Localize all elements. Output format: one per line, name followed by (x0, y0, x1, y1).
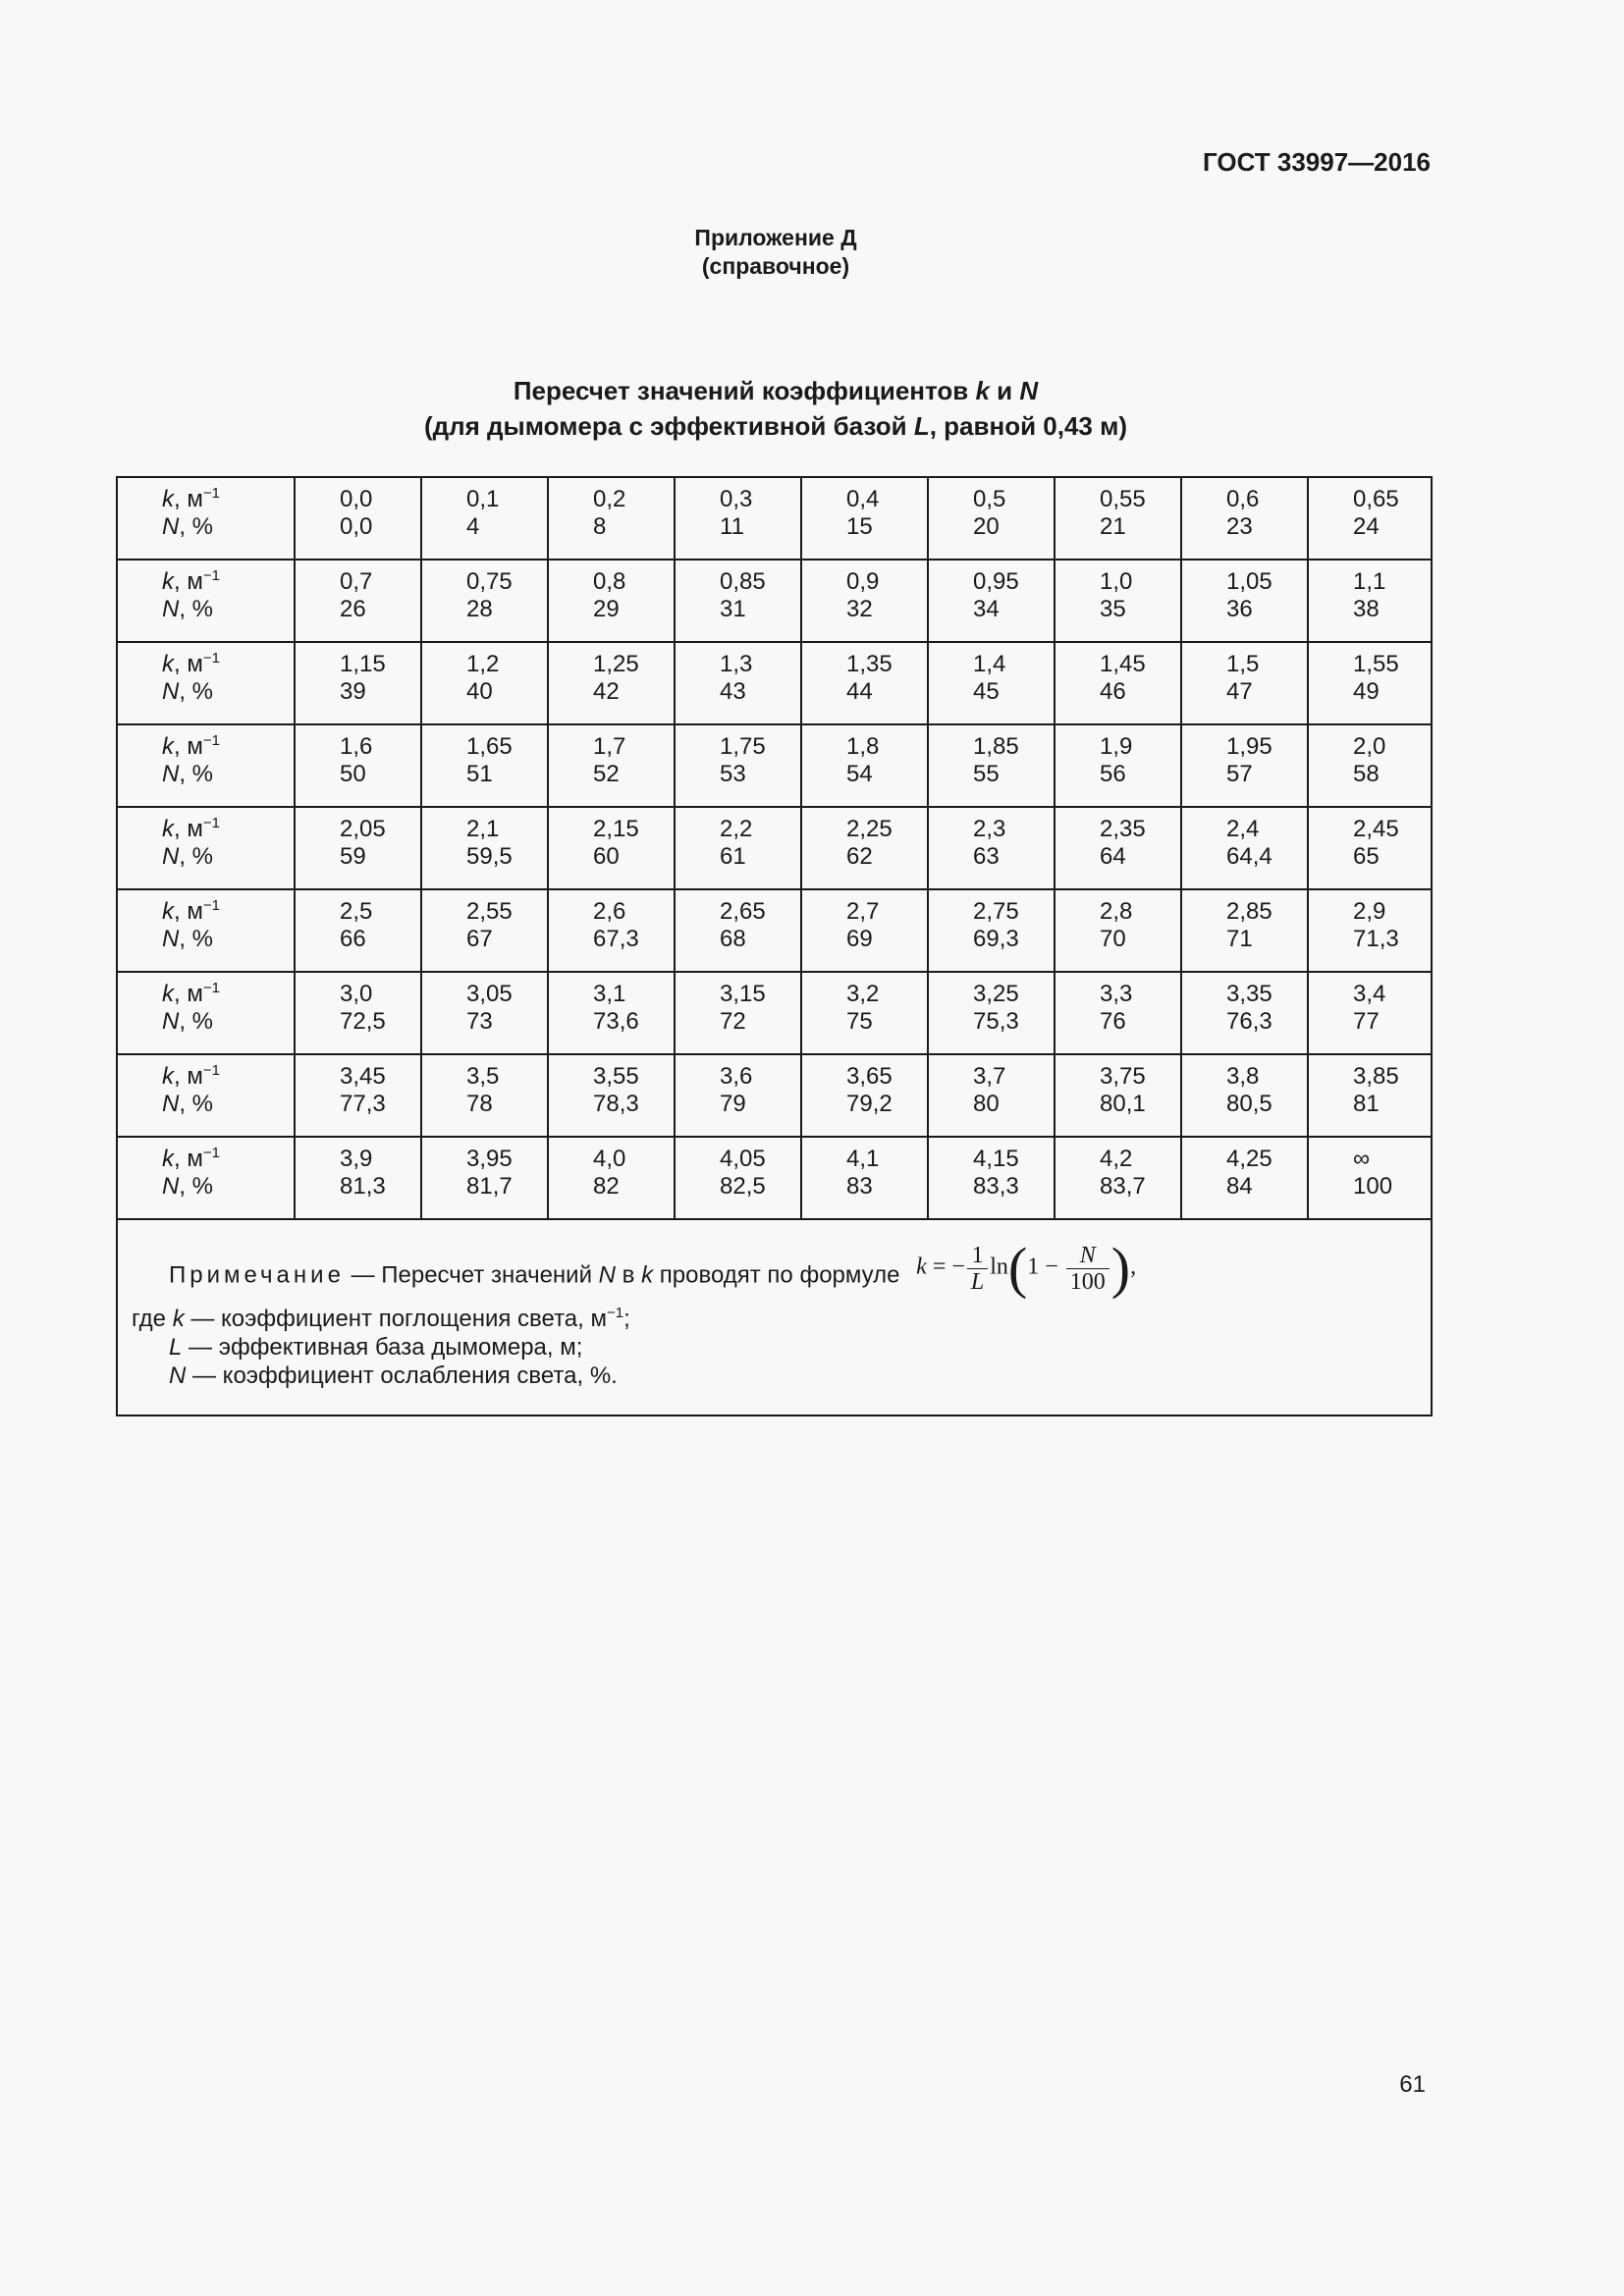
n-value: 53 (720, 761, 746, 787)
k-value: 3,4 (1353, 981, 1386, 1007)
k-value: 0,95 (973, 568, 1019, 595)
value-cell (1308, 560, 1432, 642)
k-value: 3,9 (340, 1146, 373, 1172)
k-value: 1,9 (1100, 733, 1133, 760)
n-value: 64 (1100, 843, 1126, 870)
k-value: 3,7 (973, 1063, 1006, 1090)
n-value: 4 (466, 513, 480, 540)
n-value: 52 (593, 761, 620, 787)
n-value: 84 (1226, 1173, 1253, 1200)
k-value: 3,0 (340, 981, 373, 1007)
value-cell (1308, 807, 1432, 889)
k-value: 2,25 (846, 816, 893, 842)
n-value: 57 (1226, 761, 1253, 787)
value-cell (1308, 1054, 1432, 1137)
value-cell (548, 642, 675, 724)
n-value: 75 (846, 1008, 873, 1035)
value-cell (1055, 560, 1181, 642)
value-cell (548, 560, 675, 642)
value-cell (548, 724, 675, 807)
k-value: 2,75 (973, 898, 1019, 925)
value-cell (295, 889, 421, 972)
k-value: 1,0 (1100, 568, 1133, 595)
value-cell (548, 972, 675, 1054)
k-value: 0,1 (466, 486, 500, 512)
fraction-1-over-l: $\frac{1}{L}$ (967, 1243, 988, 1295)
k-value: 1,35 (846, 651, 893, 677)
k-value: 1,85 (973, 733, 1019, 760)
k-value: 1,3 (720, 651, 753, 677)
n-value: 80 (973, 1091, 1000, 1117)
n-value: 54 (846, 761, 873, 787)
k-value: 1,4 (973, 651, 1006, 677)
value-cell (801, 807, 928, 889)
table-row (117, 560, 1432, 642)
k-label: k, $м^{-1}$ (162, 1145, 220, 1172)
value-cell (1181, 1137, 1308, 1219)
value-cell (675, 1137, 801, 1219)
table-row (117, 889, 1432, 972)
value-cell (928, 807, 1055, 889)
n-value: 55 (973, 761, 1000, 787)
k-value: 2,05 (340, 816, 386, 842)
n-value: 59,5 (466, 843, 513, 870)
n-label: N, % (162, 843, 214, 870)
n-value: 60 (593, 843, 620, 870)
n-value: 73 (466, 1008, 493, 1035)
k-value: 1,95 (1226, 733, 1272, 760)
row-label-cell (117, 889, 295, 972)
k-value: 1,2 (466, 651, 500, 677)
value-cell (421, 642, 548, 724)
value-cell (928, 477, 1055, 560)
n-value: 69,3 (973, 926, 1019, 952)
value-cell (548, 889, 675, 972)
k-value: 4,2 (1100, 1146, 1133, 1172)
value-cell (295, 560, 421, 642)
n-value: 69 (846, 926, 873, 952)
value-cell (421, 560, 548, 642)
n-value: 76 (1100, 1008, 1126, 1035)
k-label: k, $м^{-1}$ (162, 650, 220, 677)
k-value: 2,2 (720, 816, 753, 842)
n-label: N, % (162, 678, 214, 705)
n-value: 32 (846, 596, 873, 622)
value-cell (1055, 724, 1181, 807)
value-cell (1181, 477, 1308, 560)
n-value: 71 (1226, 926, 1253, 952)
n-value: 29 (593, 596, 620, 622)
n-value: 31 (720, 596, 746, 622)
n-value: 46 (1100, 678, 1126, 705)
n-value: 21 (1100, 513, 1126, 540)
value-cell (801, 889, 928, 972)
n-value: 39 (340, 678, 366, 705)
value-cell (295, 1054, 421, 1137)
value-cell (1181, 889, 1308, 972)
n-value: 43 (720, 678, 746, 705)
value-cell (928, 972, 1055, 1054)
row-label-cell (117, 807, 295, 889)
k-value: 0,65 (1353, 486, 1399, 512)
k-value: 0,5 (973, 486, 1006, 512)
k-value: 0,55 (1100, 486, 1146, 512)
n-value: 79,2 (846, 1091, 893, 1117)
k-value: 0,7 (340, 568, 373, 595)
k-value: 1,7 (593, 733, 626, 760)
value-cell (928, 642, 1055, 724)
n-label: N, % (162, 513, 214, 540)
k-value: 3,85 (1353, 1063, 1399, 1090)
k-value: 3,6 (720, 1063, 753, 1090)
k-label: k, $м^{-1}$ (162, 980, 220, 1007)
k-value: ∞ (1353, 1146, 1371, 1172)
page-number: 61 (1399, 2071, 1426, 2098)
n-value: 51 (466, 761, 493, 787)
n-value: 61 (720, 843, 746, 870)
n-value: 76,3 (1226, 1008, 1272, 1035)
k-value: 3,35 (1226, 981, 1272, 1007)
value-cell (295, 972, 421, 1054)
n-label: N, % (162, 1008, 214, 1035)
value-cell (675, 724, 801, 807)
value-cell (928, 560, 1055, 642)
k-value: 2,55 (466, 898, 513, 925)
note-cell (117, 1219, 1432, 1415)
k-value: 1,05 (1226, 568, 1272, 595)
n-value: 81,7 (466, 1173, 513, 1200)
k-value: 2,4 (1226, 816, 1260, 842)
n-label: N, % (162, 1091, 214, 1117)
n-value: 64,4 (1226, 843, 1272, 870)
k-value: 4,1 (846, 1146, 880, 1172)
value-cell (1181, 724, 1308, 807)
note-formula-line: Примечание — Пересчет значений N в k проводят по формуле k = − $\frac{1}{L}$ ln(1 − $\frac{N}{100}$ ), (169, 1236, 1137, 1300)
n-label: N, % (162, 596, 214, 622)
appendix-title: Приложение Д (694, 225, 857, 250)
value-cell (295, 1137, 421, 1219)
value-cell (548, 1137, 675, 1219)
value-cell (421, 972, 548, 1054)
k-value: 0,4 (846, 486, 880, 512)
k-value: 4,05 (720, 1146, 766, 1172)
value-cell (295, 477, 421, 560)
value-cell (295, 724, 421, 807)
k-value: 3,45 (340, 1063, 386, 1090)
value-cell (675, 972, 801, 1054)
value-cell (928, 1137, 1055, 1219)
formula: k = − $\frac{1}{L}$ ln(1 − $\frac{N}{100}$ ), (916, 1236, 1137, 1300)
n-value: 24 (1353, 513, 1380, 540)
n-label: N, % (162, 926, 214, 952)
k-value: 3,8 (1226, 1063, 1260, 1090)
table-row (117, 724, 1432, 807)
n-value: 100 (1353, 1173, 1393, 1200)
appendix-heading (0, 224, 1551, 281)
k-value: 2,8 (1100, 898, 1133, 925)
value-cell (675, 560, 801, 642)
k-label: k, $м^{-1}$ (162, 815, 220, 842)
k-label: k, $м^{-1}$ (162, 567, 220, 595)
n-value: 73,6 (593, 1008, 639, 1035)
table-title (0, 373, 1551, 444)
k-value: 1,65 (466, 733, 513, 760)
n-label: N, % (162, 761, 214, 787)
n-value: 79 (720, 1091, 746, 1117)
n-value: 36 (1226, 596, 1253, 622)
n-value: 66 (340, 926, 366, 952)
n-value: 23 (1226, 513, 1253, 540)
k-value: 0,0 (340, 486, 373, 512)
table-row (117, 972, 1432, 1054)
n-value: 42 (593, 678, 620, 705)
k-value: 1,1 (1353, 568, 1386, 595)
n-value: 8 (593, 513, 607, 540)
n-value: 71,3 (1353, 926, 1399, 952)
n-value: 56 (1100, 761, 1126, 787)
value-cell (801, 1137, 928, 1219)
k-value: 1,5 (1226, 651, 1260, 677)
appendix-subtitle: (справочное) (701, 253, 850, 279)
table-row (117, 642, 1432, 724)
k-value: 2,35 (1100, 816, 1146, 842)
table-row (117, 1137, 1432, 1219)
value-cell (675, 1054, 801, 1137)
value-cell (801, 1054, 928, 1137)
k-value: 2,65 (720, 898, 766, 925)
row-label-cell (117, 560, 295, 642)
n-value: 59 (340, 843, 366, 870)
k-value: 2,9 (1353, 898, 1386, 925)
k-value: 3,15 (720, 981, 766, 1007)
value-cell (421, 724, 548, 807)
value-cell (801, 724, 928, 807)
k-value: 3,5 (466, 1063, 500, 1090)
table-row (117, 1054, 1432, 1137)
k-value: 2,85 (1226, 898, 1272, 925)
k-value: 0,85 (720, 568, 766, 595)
k-value: 3,3 (1100, 981, 1133, 1007)
n-value: 81 (1353, 1091, 1380, 1117)
k-value: 3,95 (466, 1146, 513, 1172)
k-value: 0,9 (846, 568, 880, 595)
n-value: 15 (846, 513, 873, 540)
n-label: N, % (162, 1173, 214, 1200)
n-value: 20 (973, 513, 1000, 540)
n-value: 58 (1353, 761, 1380, 787)
value-cell (1055, 807, 1181, 889)
value-cell (295, 642, 421, 724)
value-cell (421, 1137, 548, 1219)
value-cell (675, 477, 801, 560)
n-value: 80,5 (1226, 1091, 1272, 1117)
k-value: 2,45 (1353, 816, 1399, 842)
value-cell (928, 1054, 1055, 1137)
n-value: 38 (1353, 596, 1380, 622)
value-cell (928, 889, 1055, 972)
k-value: 4,0 (593, 1146, 626, 1172)
row-label-cell (117, 477, 295, 560)
value-cell (421, 1054, 548, 1137)
conversion-table (116, 476, 1433, 1416)
n-value: 83,7 (1100, 1173, 1146, 1200)
value-cell (801, 972, 928, 1054)
row-label-cell (117, 642, 295, 724)
value-cell (1055, 642, 1181, 724)
table-title-line-1: Пересчет значений коэффициентов k и N (513, 376, 1039, 405)
k-value: 3,2 (846, 981, 880, 1007)
k-label: k, $м^{-1}$ (162, 897, 220, 925)
k-value: 2,3 (973, 816, 1006, 842)
k-value: 3,05 (466, 981, 513, 1007)
value-cell (1308, 724, 1432, 807)
k-value: 2,6 (593, 898, 626, 925)
k-value: 4,25 (1226, 1146, 1272, 1172)
n-value: 78,3 (593, 1091, 639, 1117)
k-value: 0,75 (466, 568, 513, 595)
k-label: k, $м^{-1}$ (162, 1062, 220, 1090)
value-cell (421, 477, 548, 560)
value-cell (1181, 1054, 1308, 1137)
value-cell (548, 807, 675, 889)
k-label: k, $м^{-1}$ (162, 485, 220, 512)
value-cell (1308, 1137, 1432, 1219)
n-value: 82 (593, 1173, 620, 1200)
n-value: 62 (846, 843, 873, 870)
note-where-k: где k — коэффициент поглощения света, $м^{-1}$; (132, 1305, 630, 1332)
k-value: 1,6 (340, 733, 373, 760)
note-where-n: N — коэффициент ослабления света, %. (169, 1362, 618, 1389)
n-value: 34 (973, 596, 1000, 622)
k-value: 2,7 (846, 898, 880, 925)
value-cell (548, 477, 675, 560)
value-cell (1055, 972, 1181, 1054)
value-cell (1181, 972, 1308, 1054)
n-value: 75,3 (973, 1008, 1019, 1035)
k-value: 1,25 (593, 651, 639, 677)
k-value: 1,75 (720, 733, 766, 760)
k-value: 3,25 (973, 981, 1019, 1007)
value-cell (548, 1054, 675, 1137)
n-value: 83 (846, 1173, 873, 1200)
n-value: 83,3 (973, 1173, 1019, 1200)
value-cell (1308, 642, 1432, 724)
n-value: 77 (1353, 1008, 1380, 1035)
value-cell (421, 889, 548, 972)
value-cell (801, 560, 928, 642)
value-cell (1055, 1137, 1181, 1219)
n-value: 28 (466, 596, 493, 622)
k-value: 3,65 (846, 1063, 893, 1090)
n-value: 77,3 (340, 1091, 386, 1117)
n-value: 72 (720, 1008, 746, 1035)
value-cell (928, 724, 1055, 807)
k-value: 2,1 (466, 816, 500, 842)
value-cell (1055, 477, 1181, 560)
k-value: 2,5 (340, 898, 373, 925)
n-value: 67,3 (593, 926, 639, 952)
k-value: 0,3 (720, 486, 753, 512)
value-cell (675, 642, 801, 724)
n-value: 50 (340, 761, 366, 787)
k-value: 4,15 (973, 1146, 1019, 1172)
k-value: 0,2 (593, 486, 626, 512)
k-value: 2,0 (1353, 733, 1386, 760)
n-value: 80,1 (1100, 1091, 1146, 1117)
n-value: 72,5 (340, 1008, 386, 1035)
value-cell (1308, 889, 1432, 972)
value-cell (1055, 1054, 1181, 1137)
n-value: 47 (1226, 678, 1253, 705)
n-value: 26 (340, 596, 366, 622)
n-value: 67 (466, 926, 493, 952)
n-value: 44 (846, 678, 873, 705)
k-value: 3,75 (1100, 1063, 1146, 1090)
value-cell (801, 642, 928, 724)
k-value: 0,8 (593, 568, 626, 595)
value-cell (1181, 807, 1308, 889)
n-value: 63 (973, 843, 1000, 870)
note-row (117, 1219, 1432, 1415)
k-value: 2,15 (593, 816, 639, 842)
k-value: 1,45 (1100, 651, 1146, 677)
value-cell (675, 889, 801, 972)
n-value: 82,5 (720, 1173, 766, 1200)
table-row (117, 807, 1432, 889)
k-value: 1,55 (1353, 651, 1399, 677)
k-label: k, $м^{-1}$ (162, 732, 220, 760)
value-cell (421, 807, 548, 889)
table-title-line-2: (для дымомера с эффективной базой L, равной 0,43 м) (423, 411, 1128, 441)
n-value: 49 (1353, 678, 1380, 705)
n-value: 0,0 (340, 513, 373, 540)
value-cell (675, 807, 801, 889)
n-value: 40 (466, 678, 493, 705)
n-value: 11 (720, 513, 744, 540)
n-value: 78 (466, 1091, 493, 1117)
n-value: 45 (973, 678, 1000, 705)
k-value: 3,55 (593, 1063, 639, 1090)
document-code: ГОСТ 33997—2016 (1203, 147, 1431, 177)
value-cell (1308, 972, 1432, 1054)
table-row (117, 477, 1432, 560)
n-value: 68 (720, 926, 746, 952)
value-cell (1055, 889, 1181, 972)
value-cell (1308, 477, 1432, 560)
row-label-cell (117, 1137, 295, 1219)
value-cell (1181, 560, 1308, 642)
n-value: 65 (1353, 843, 1380, 870)
n-value: 70 (1100, 926, 1126, 952)
k-value: 1,15 (340, 651, 386, 677)
row-label-cell (117, 724, 295, 807)
row-label-cell (117, 1054, 295, 1137)
n-value: 35 (1100, 596, 1126, 622)
value-cell (801, 477, 928, 560)
note-where-l: L — эффективная база дымомера, м; (169, 1334, 583, 1361)
value-cell (295, 807, 421, 889)
k-value: 1,8 (846, 733, 880, 760)
k-value: 0,6 (1226, 486, 1260, 512)
n-value: 81,3 (340, 1173, 386, 1200)
k-value: 3,1 (593, 981, 626, 1007)
row-label-cell (117, 972, 295, 1054)
fraction-n-over-100: $\frac{N}{100}$ (1066, 1243, 1110, 1295)
value-cell (1181, 642, 1308, 724)
